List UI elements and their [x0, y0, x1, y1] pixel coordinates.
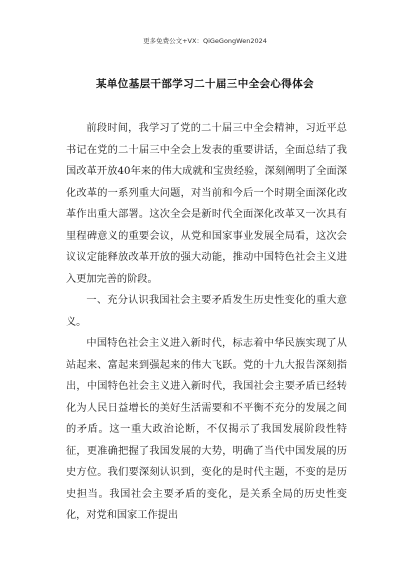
- document-title: 某单位基层干部学习二十届三中全会心得体会: [96, 78, 314, 90]
- body-paragraph-intro: 前段时间，我学习了党的二十届三中全会精神，习近平总书记在党的二十届三中全会上发表的重要讲话，全面总结了我国改革开放40年来的伟大成就和宝贵经验，深刻阐明了全面深化改革的一系列重大问题，对当前和今后一个时期全面深化改革作出重大部署。这次全会是新时代全面深化改革又一次具有里程碑意义的重要会议，从党和国家事业发展全局看，这次会议议定能释放改革开放的强大动能，推动中国特色社会主义进入更加完善的阶段。: [66, 123, 347, 285]
- header-note: 更多免费公文+VX：QiGeGongWen2024: [143, 37, 267, 45]
- section-heading-1: 一、充分认识我国社会主要矛盾发生历史性变化的重大意义。: [66, 295, 347, 328]
- body-paragraph-section-1: 中国特色社会主义进入新时代，标志着中华民族实现了从站起来、富起来到强起来的伟大飞跃。党的十九大报告深刻指出，中国特色社会主义进入新时代，我国社会主要矛盾已经转化为人民日益增长的美好生活需要和不平衡不充分的发展之间的矛盾。这一重大政治论断，不仅揭示了我国发展阶段性特征，更准确把握了我国发展的大势，明确了当代中国发展的历史方位。我们要深刻认识到，变化的是时代主题，不变的是历史担当。我国社会主要矛盾的变化，是关系全局的历史性变化，对党和国家工作提出: [66, 338, 347, 521]
- document-body: [66, 118, 347, 527]
